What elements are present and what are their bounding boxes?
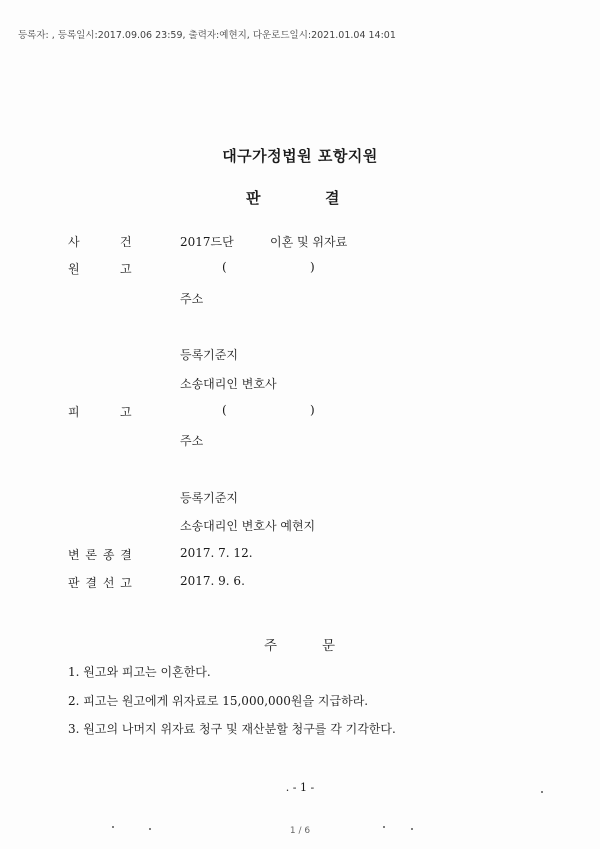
print-header: 등록자: , 등록일시:2017.09.06 23:59, 출력자:예현지, 다운로드일시:2021.01.04 14:01 [18,30,396,41]
doc-title-left: 판 [246,189,261,207]
order-title-right: 문 [322,638,336,654]
plaintiff-paren-open: ( [222,260,227,274]
order-item-2: 2. 피고는 원고에게 위자료로 15,000,000원을 지급하라. [68,694,369,708]
case-name: 이혼 및 위자료 [270,235,348,249]
sentence-date: 2017. 9. 6. [180,574,245,588]
plaintiff-paren-close: ) [310,260,315,274]
defendant-label-2: 고 [120,405,132,419]
defendant-registry: 등록기준지 [180,491,238,505]
defendant-paren-open: ( [222,403,227,417]
case-number: 2017드단 [180,235,234,249]
court-name: 대구가정법원 포항지원 [222,147,378,165]
plaintiff-registry: 등록기준지 [180,348,238,362]
defendant-label-1: 피 [68,405,80,419]
closing-label: 변 론 종 결 [68,548,133,562]
defendant-attorney: 소송대리인 변호사 예현지 [180,519,316,533]
scan-speck [112,826,114,828]
order-title-left: 주 [264,638,278,654]
defendant-address: 주소 [180,434,204,448]
doc-title-right: 결 [325,189,340,207]
order-item-1: 1. 원고와 피고는 이혼한다. [68,665,211,679]
case-label-2: 건 [120,235,132,249]
plaintiff-label-1: 원 [68,262,80,276]
sentence-label: 판 결 선 고 [68,576,133,590]
plaintiff-label-2: 고 [120,262,132,276]
page-number: . - 1 - [285,781,315,794]
footer-page-indicator: 1 / 6 [289,826,311,836]
case-label-1: 사 [68,235,80,249]
scan-speck [149,828,151,830]
defendant-paren-close: ) [310,403,315,417]
plaintiff-attorney: 소송대리인 변호사 [180,377,277,391]
scan-speck [411,828,413,830]
closing-date: 2017. 7. 12. [180,546,253,560]
scan-speck [383,826,385,828]
scan-speck [541,791,543,793]
order-item-3: 3. 원고의 나머지 위자료 청구 및 재산분할 청구를 각 기각한다. [68,722,396,736]
plaintiff-address: 주소 [180,292,204,306]
